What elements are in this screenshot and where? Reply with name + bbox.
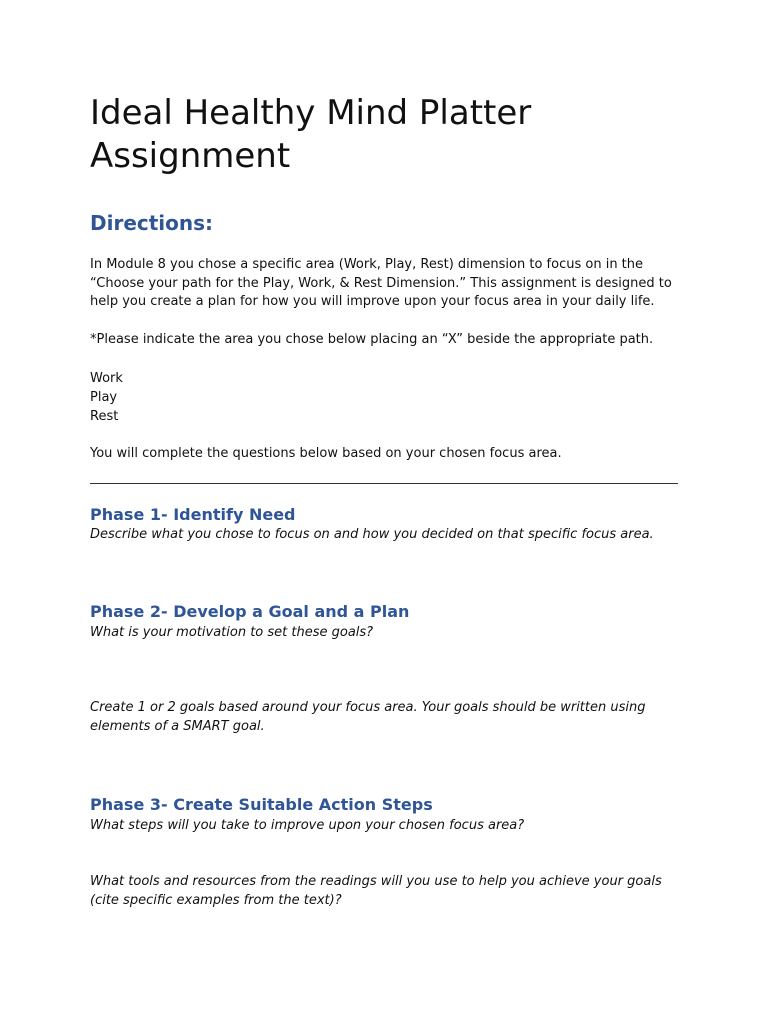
phase-2-prompt-1: What is your motivation to set these goals? [90, 625, 374, 640]
focus-area-options [90, 369, 123, 426]
option-work[interactable]: Work [90, 371, 123, 386]
phase-3-prompt-2: What tools and resources from the readings will you use to help you achieve your goals (cite specific examples from the text)? [90, 874, 662, 908]
phase-3-heading: Phase 3- Create Suitable Action Steps [90, 795, 433, 814]
option-play[interactable]: Play [90, 390, 118, 405]
document-title: Ideal Healthy Mind Platter Assignment [90, 93, 532, 176]
phase-2-heading: Phase 2- Develop a Goal and a Plan [90, 602, 410, 621]
complete-note: You will complete the questions below based on your chosen focus area. [90, 446, 562, 461]
phase-1-prompt-1: Describe what you chose to focus on and how you decided on that specific focus area. [90, 527, 654, 542]
instruction-paragraph: *Please indicate the area you chose below placing an “X” beside the appropriate path. [90, 332, 654, 347]
phase-1-heading: Phase 1- Identify Need [90, 505, 296, 524]
intro-paragraph: In Module 8 you chose a specific area (Work, Play, Rest) dimension to focus on in the “Choose your path for the Play, Work, & Rest Dimension.” This assignment is designed to help you create a plan for how you will improve upon your focus area in your daily life. [90, 257, 672, 309]
phase-2-prompt-2: Create 1 or 2 goals based around your focus area. Your goals should be written using elements of a SMART goal. [90, 700, 646, 734]
option-rest[interactable]: Rest [90, 409, 119, 424]
horizontal-divider [90, 483, 678, 484]
directions-heading: Directions: [90, 211, 214, 235]
phase-3-prompt-1: What steps will you take to improve upon your chosen focus area? [90, 818, 525, 833]
